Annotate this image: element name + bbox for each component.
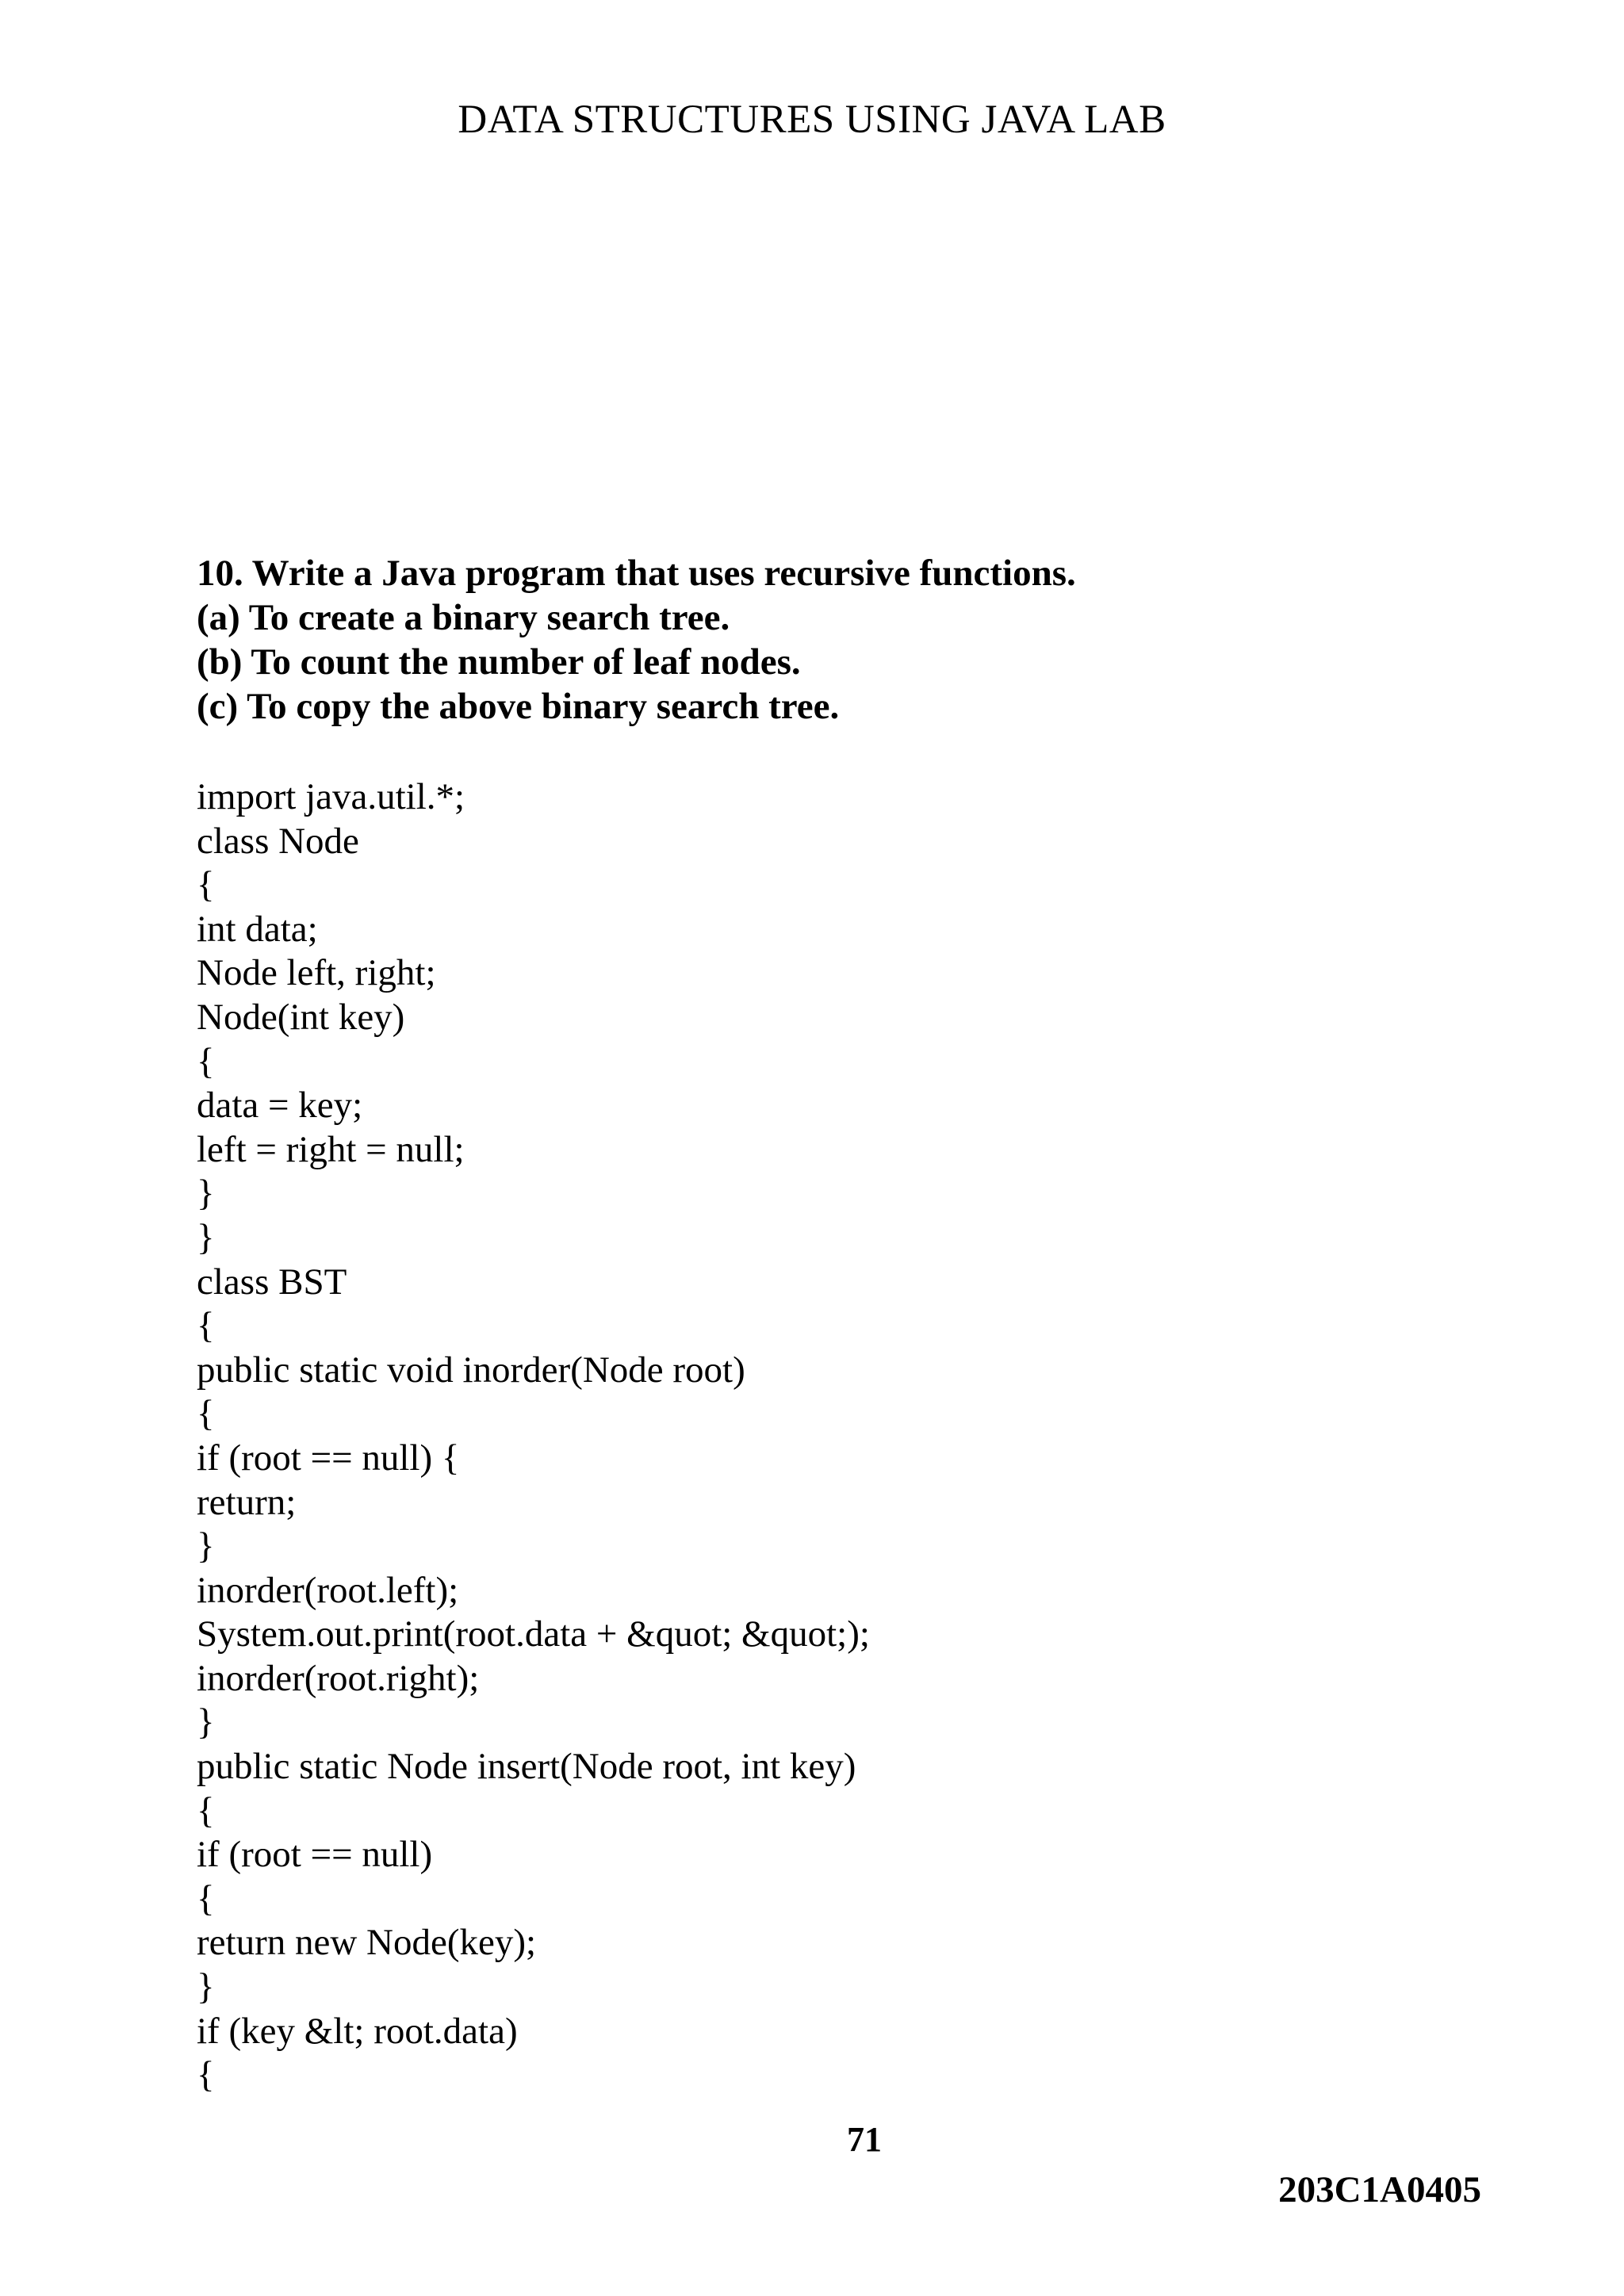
code-listing: [197, 775, 1545, 2098]
code-line: Node(int key): [197, 996, 405, 1038]
code-line: if (root == null) {: [197, 1437, 460, 1479]
roll-number: 203C1A0405: [1278, 2169, 1481, 2210]
code-line: {: [197, 864, 215, 906]
code-line: left = right = null;: [197, 1128, 465, 1170]
code-line: data = key;: [197, 1085, 363, 1127]
code-line: inorder(root.right);: [197, 1657, 480, 1699]
question-part-b: (b) To count the number of leaf nodes.: [197, 641, 801, 683]
code-line: public static Node insert(Node root, int key): [197, 1746, 856, 1788]
code-line: public static void inorder(Node root): [197, 1349, 745, 1391]
code-line: }: [197, 1216, 215, 1258]
code-line: {: [197, 1877, 215, 1919]
code-line: }: [197, 1525, 215, 1567]
code-line: System.out.print(root.data + &quot; &quot;);: [197, 1613, 870, 1655]
code-line: inorder(root.left);: [197, 1569, 459, 1611]
code-line: {: [197, 1305, 215, 1347]
question-part-a: (a) To create a binary search tree.: [197, 597, 730, 638]
code-line: {: [197, 2054, 215, 2096]
question-block: [197, 551, 1545, 729]
code-line: if (root == null): [197, 1834, 433, 1876]
code-line: }: [197, 1701, 215, 1743]
code-line: class Node: [197, 820, 359, 862]
code-line: }: [197, 1173, 215, 1215]
code-line: {: [197, 1393, 215, 1435]
page-header: DATA STRUCTURES USING JAVA LAB: [458, 98, 1166, 142]
code-line: int data;: [197, 908, 318, 950]
page-number: 71: [847, 2120, 882, 2159]
question-title: 10. Write a Java program that uses recursive functions.: [197, 553, 1076, 594]
code-line: if (key &lt; root.data): [197, 2010, 518, 2052]
code-line: import java.util.*;: [197, 776, 465, 817]
code-line: return new Node(key);: [197, 1922, 537, 1964]
code-line: Node left, right;: [197, 952, 436, 994]
code-line: class BST: [197, 1261, 347, 1303]
code-line: {: [197, 1789, 215, 1831]
code-line: {: [197, 1040, 215, 1082]
code-line: return;: [197, 1481, 297, 1523]
code-line: }: [197, 1966, 215, 2008]
question-part-c: (c) To copy the above binary search tree.: [197, 686, 840, 727]
